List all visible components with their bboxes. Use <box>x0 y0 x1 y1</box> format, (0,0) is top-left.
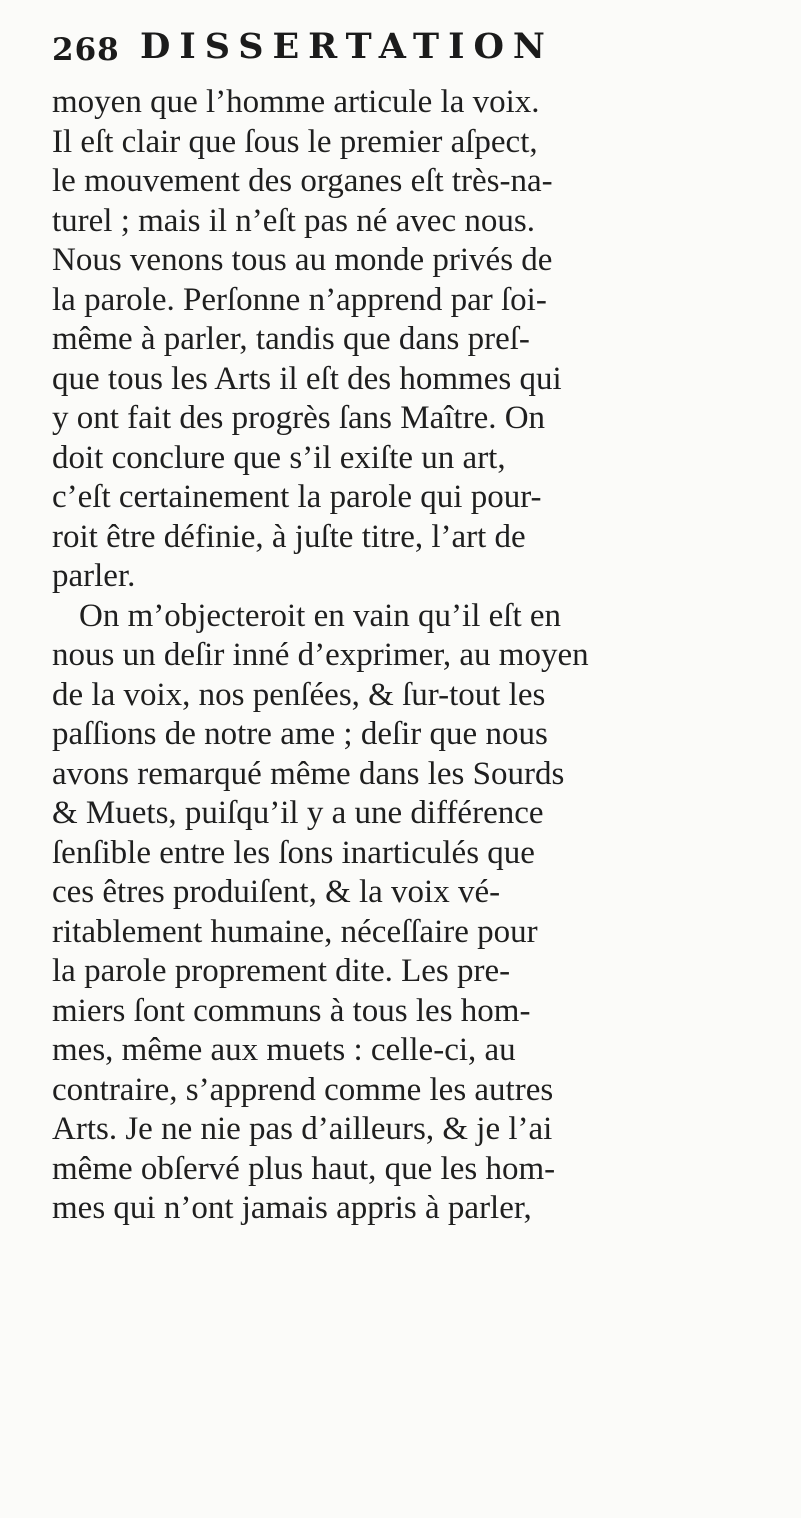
text-line: le mouvement des organes eſt très-na- <box>52 163 553 199</box>
text-line: Il eſt clair que ſous le premier aſpect, <box>52 123 538 160</box>
text-line: avons remarqué même dans les Sourds <box>52 755 565 792</box>
text-line: même obſervé plus haut, que les hom- <box>52 1150 556 1187</box>
body-text <box>52 83 792 1229</box>
text-line: ritablement humaine, néceſſaire pour <box>52 913 538 950</box>
text-line: ſenſible entre les ſons inarticulés que <box>52 834 535 871</box>
text-line: même à parler, tandis que dans preſ- <box>52 321 530 357</box>
text-line: doit conclure que s’il exiſte un art, <box>52 439 506 476</box>
paragraph-start-line: On m’objecteroit en vain qu’il eſt en <box>79 597 562 634</box>
text-line: contraire, s’apprend comme les autres <box>52 1071 554 1108</box>
text-line: parler. <box>52 558 136 594</box>
page-header <box>52 20 782 80</box>
text-line: roit être définie, à juſte titre, l’art de <box>52 518 526 555</box>
text-line: que tous les Arts il eſt des hommes qui <box>52 360 562 397</box>
text-line: miers ſont communs à tous les hom- <box>52 992 531 1029</box>
text-line: Nous venons tous au monde privés de <box>52 242 553 278</box>
text-line: la parole. Perſonne n’apprend par ſoi- <box>52 281 547 318</box>
text-line: de la voix, nos penſées, & ſur-tout les <box>52 676 546 713</box>
text-line: mes, même aux muets : celle-ci, au <box>52 1032 516 1068</box>
page-number: 268 <box>52 32 120 68</box>
text-line: paſſions de notre ame ; deſir que nous <box>52 716 548 752</box>
running-title: DISSERTATION <box>140 26 554 67</box>
text-line: Arts. Je ne nie pas d’ailleurs, & je l’ai <box>52 1111 553 1147</box>
text-line: moyen que l’homme articule la voix. <box>52 84 540 120</box>
text-line: la parole proprement dite. Les pre- <box>52 953 511 989</box>
text-line: y ont fait des progrès ſans Maître. On <box>52 400 546 436</box>
text-line: & Muets, puiſqu’il y a une différence <box>52 795 544 831</box>
text-line: mes qui n’ont jamais appris à parler, <box>52 1190 532 1226</box>
text-line: c’eſt certainement la parole qui pour- <box>52 479 542 515</box>
text-line: nous un deſir inné d’exprimer, au moyen <box>52 637 589 673</box>
text-line: ces êtres produiſent, & la voix vé- <box>52 874 501 910</box>
text-line: turel ; mais il n’eſt pas né avec nous. <box>52 202 535 239</box>
